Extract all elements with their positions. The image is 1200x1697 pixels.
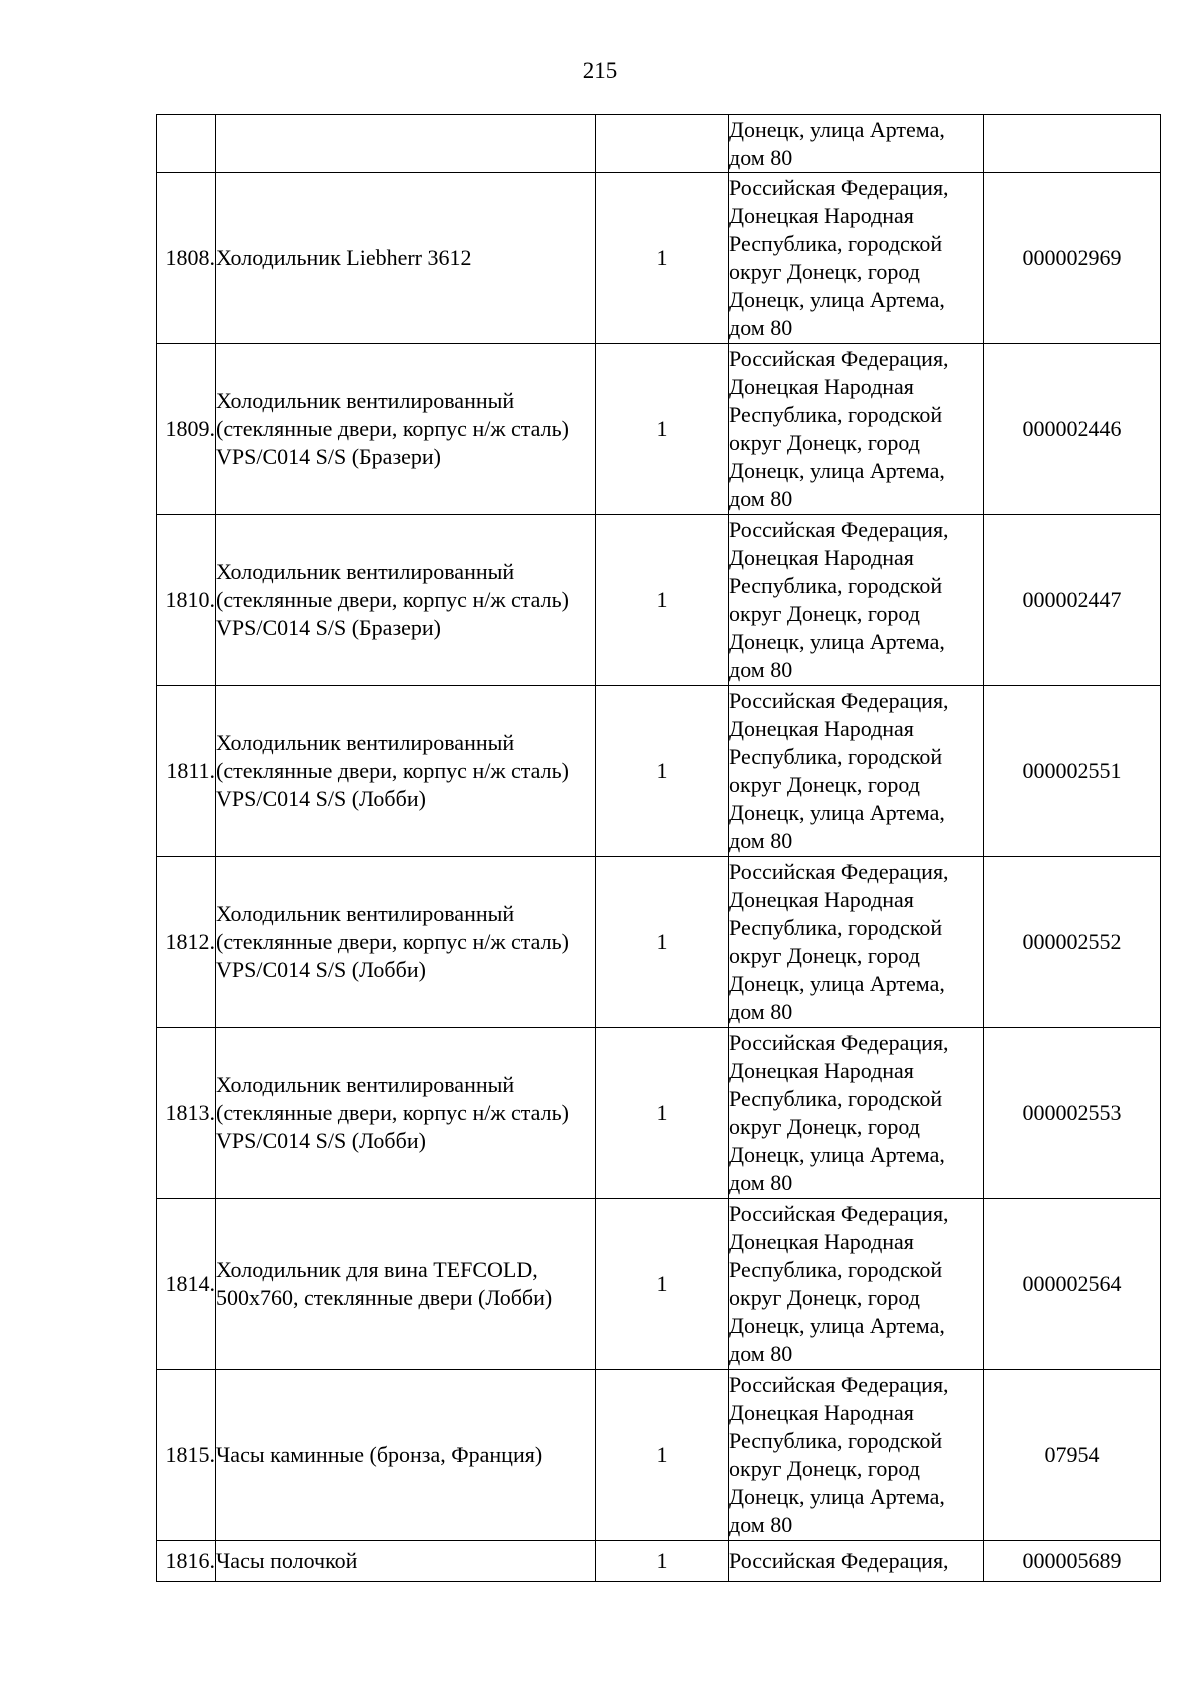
address-line: Республика, городской xyxy=(729,573,943,598)
quantity-cell: 1 xyxy=(596,1541,729,1582)
address-line: Донецкая Народная xyxy=(729,374,914,399)
address-line: Республика, городской xyxy=(729,744,943,769)
address-line: округ Донецк, город xyxy=(729,259,920,284)
quantity-cell: 1 xyxy=(596,515,729,686)
address-cell xyxy=(729,173,984,344)
address-cell xyxy=(729,1370,984,1541)
item-name-cell: Холодильник вентилированный (стеклянные двери, корпус н/ж сталь) VPS/C014 S/S (Лобби) xyxy=(216,857,596,1028)
table-row xyxy=(157,1370,1161,1541)
quantity-cell: 1 xyxy=(596,1370,729,1541)
item-name-cell: Холодильник вентилированный (стеклянные двери, корпус н/ж сталь) VPS/C014 S/S (Бразери) xyxy=(216,515,596,686)
address-cell xyxy=(729,857,984,1028)
table-row xyxy=(157,115,1161,173)
address-line: дом 80 xyxy=(729,486,793,511)
item-name-cell: Холодильник вентилированный (стеклянные двери, корпус н/ж сталь) VPS/C014 S/S (Бразери) xyxy=(216,344,596,515)
inventory-number-cell: 000002447 xyxy=(984,515,1161,686)
address-cell xyxy=(729,686,984,857)
address-line: Российская Федерация, xyxy=(729,346,949,371)
address-line: Российская Федерация, xyxy=(729,175,949,200)
address-cell xyxy=(729,1199,984,1370)
address-line: Российская Федерация, xyxy=(729,859,949,884)
quantity-cell: 1 xyxy=(596,857,729,1028)
quantity-cell: 1 xyxy=(596,1028,729,1199)
address-line: Донецк, улица Артема, xyxy=(729,629,945,654)
address-line: округ Донецк, город xyxy=(729,1114,920,1139)
address-line: Республика, городской xyxy=(729,402,943,427)
address-line: Республика, городской xyxy=(729,1257,943,1282)
address-line: дом 80 xyxy=(729,1341,793,1366)
inventory-number-cell: 000002551 xyxy=(984,686,1161,857)
address-line: дом 80 xyxy=(729,828,793,853)
table-row xyxy=(157,1028,1161,1199)
address-line: округ Донецк, город xyxy=(729,601,920,626)
table-row xyxy=(157,344,1161,515)
address-line: Донецкая Народная xyxy=(729,716,914,741)
address-line: округ Донецк, город xyxy=(729,943,920,968)
address-line: Донецк, улица Артема, xyxy=(729,971,945,996)
item-name-cell: Холодильник вентилированный (стеклянные двери, корпус н/ж сталь) VPS/C014 S/S (Лобби) xyxy=(216,686,596,857)
address-line: округ Донецк, город xyxy=(729,1456,920,1481)
item-name-cell: Холодильник вентилированный (стеклянные двери, корпус н/ж сталь) VPS/C014 S/S (Лобби) xyxy=(216,1028,596,1199)
table-row xyxy=(157,173,1161,344)
table-row xyxy=(157,1199,1161,1370)
row-number-cell: 1810. xyxy=(157,515,216,686)
address-line: Донецк, улица Артема, xyxy=(729,1142,945,1167)
address-line: Донецк, улица Артема, xyxy=(729,800,945,825)
item-name-cell: Холодильник для вина TEFCOLD, 500x760, стеклянные двери (Лобби) xyxy=(216,1199,596,1370)
quantity-cell: 1 xyxy=(596,686,729,857)
address-line: Российская Федерация, xyxy=(729,1201,949,1226)
address-line: Донецк, улица Артема, xyxy=(729,116,945,142)
row-number-cell: 1814. xyxy=(157,1199,216,1370)
address-line: Республика, городской xyxy=(729,231,943,256)
address-line: Республика, городской xyxy=(729,915,943,940)
address-cell xyxy=(729,515,984,686)
row-number-cell: 1815. xyxy=(157,1370,216,1541)
inventory-number-cell: 000002564 xyxy=(984,1199,1161,1370)
quantity-cell xyxy=(596,115,729,173)
row-number-cell: 1811. xyxy=(157,686,216,857)
address-line: Донецк, улица Артема, xyxy=(729,287,945,312)
item-name-cell: Часы полочкой xyxy=(216,1541,596,1582)
address-line: Донецкая Народная xyxy=(729,1229,914,1254)
item-name-cell: Часы каминные (бронза, Франция) xyxy=(216,1370,596,1541)
table-row xyxy=(157,515,1161,686)
address-line: Донецк, улица Артема, xyxy=(729,458,945,483)
item-name-cell: Холодильник Liebherr 3612 xyxy=(216,173,596,344)
inventory-number-cell: 07954 xyxy=(984,1370,1161,1541)
inventory-table-body xyxy=(157,115,1161,1582)
address-line: Республика, городской xyxy=(729,1428,943,1453)
row-number-cell: 1816. xyxy=(157,1541,216,1582)
address-line: дом 80 xyxy=(729,144,793,170)
quantity-cell: 1 xyxy=(596,344,729,515)
address-line: Российская Федерация, xyxy=(729,517,949,542)
address-line: Донецкая Народная xyxy=(729,887,914,912)
address-line: Российская Федерация, xyxy=(729,688,949,713)
table-row xyxy=(157,857,1161,1028)
inventory-number-cell: 000002552 xyxy=(984,857,1161,1028)
address-line: Российская Федерация, xyxy=(729,1548,949,1573)
row-number-cell: 1812. xyxy=(157,857,216,1028)
address-line: дом 80 xyxy=(729,1170,793,1195)
inventory-number-cell xyxy=(984,115,1161,173)
address-line: округ Донецк, город xyxy=(729,1285,920,1310)
address-cell xyxy=(729,1541,984,1582)
address-line: дом 80 xyxy=(729,999,793,1024)
address-line: Донецкая Народная xyxy=(729,1058,914,1083)
address-line: Российская Федерация, xyxy=(729,1372,949,1397)
table-row xyxy=(157,686,1161,857)
table-row xyxy=(157,1541,1161,1582)
row-number-cell: 1809. xyxy=(157,344,216,515)
address-line: дом 80 xyxy=(729,657,793,682)
address-line: Донецкая Народная xyxy=(729,203,914,228)
address-line: дом 80 xyxy=(729,315,793,340)
page-number: 215 xyxy=(582,58,618,83)
row-number-cell xyxy=(157,115,216,173)
inventory-number-cell: 000002969 xyxy=(984,173,1161,344)
quantity-cell: 1 xyxy=(596,173,729,344)
inventory-number-cell: 000002553 xyxy=(984,1028,1161,1199)
inventory-number-cell: 000005689 xyxy=(984,1541,1161,1582)
address-line: Донецкая Народная xyxy=(729,545,914,570)
inventory-table xyxy=(156,114,1161,1582)
address-cell xyxy=(729,115,984,173)
address-line: Республика, городской xyxy=(729,1086,943,1111)
row-number-cell: 1808. xyxy=(157,173,216,344)
address-line: дом 80 xyxy=(729,1512,793,1537)
inventory-number-cell: 000002446 xyxy=(984,344,1161,515)
address-cell xyxy=(729,1028,984,1199)
address-line: Российская Федерация, xyxy=(729,1030,949,1055)
address-line: округ Донецк, город xyxy=(729,430,920,455)
row-number-cell: 1813. xyxy=(157,1028,216,1199)
address-line: Донецкая Народная xyxy=(729,1400,914,1425)
address-cell xyxy=(729,344,984,515)
address-line: Донецк, улица Артема, xyxy=(729,1313,945,1338)
quantity-cell: 1 xyxy=(596,1199,729,1370)
address-line: округ Донецк, город xyxy=(729,772,920,797)
address-line: Донецк, улица Артема, xyxy=(729,1484,945,1509)
item-name-cell xyxy=(216,115,596,173)
